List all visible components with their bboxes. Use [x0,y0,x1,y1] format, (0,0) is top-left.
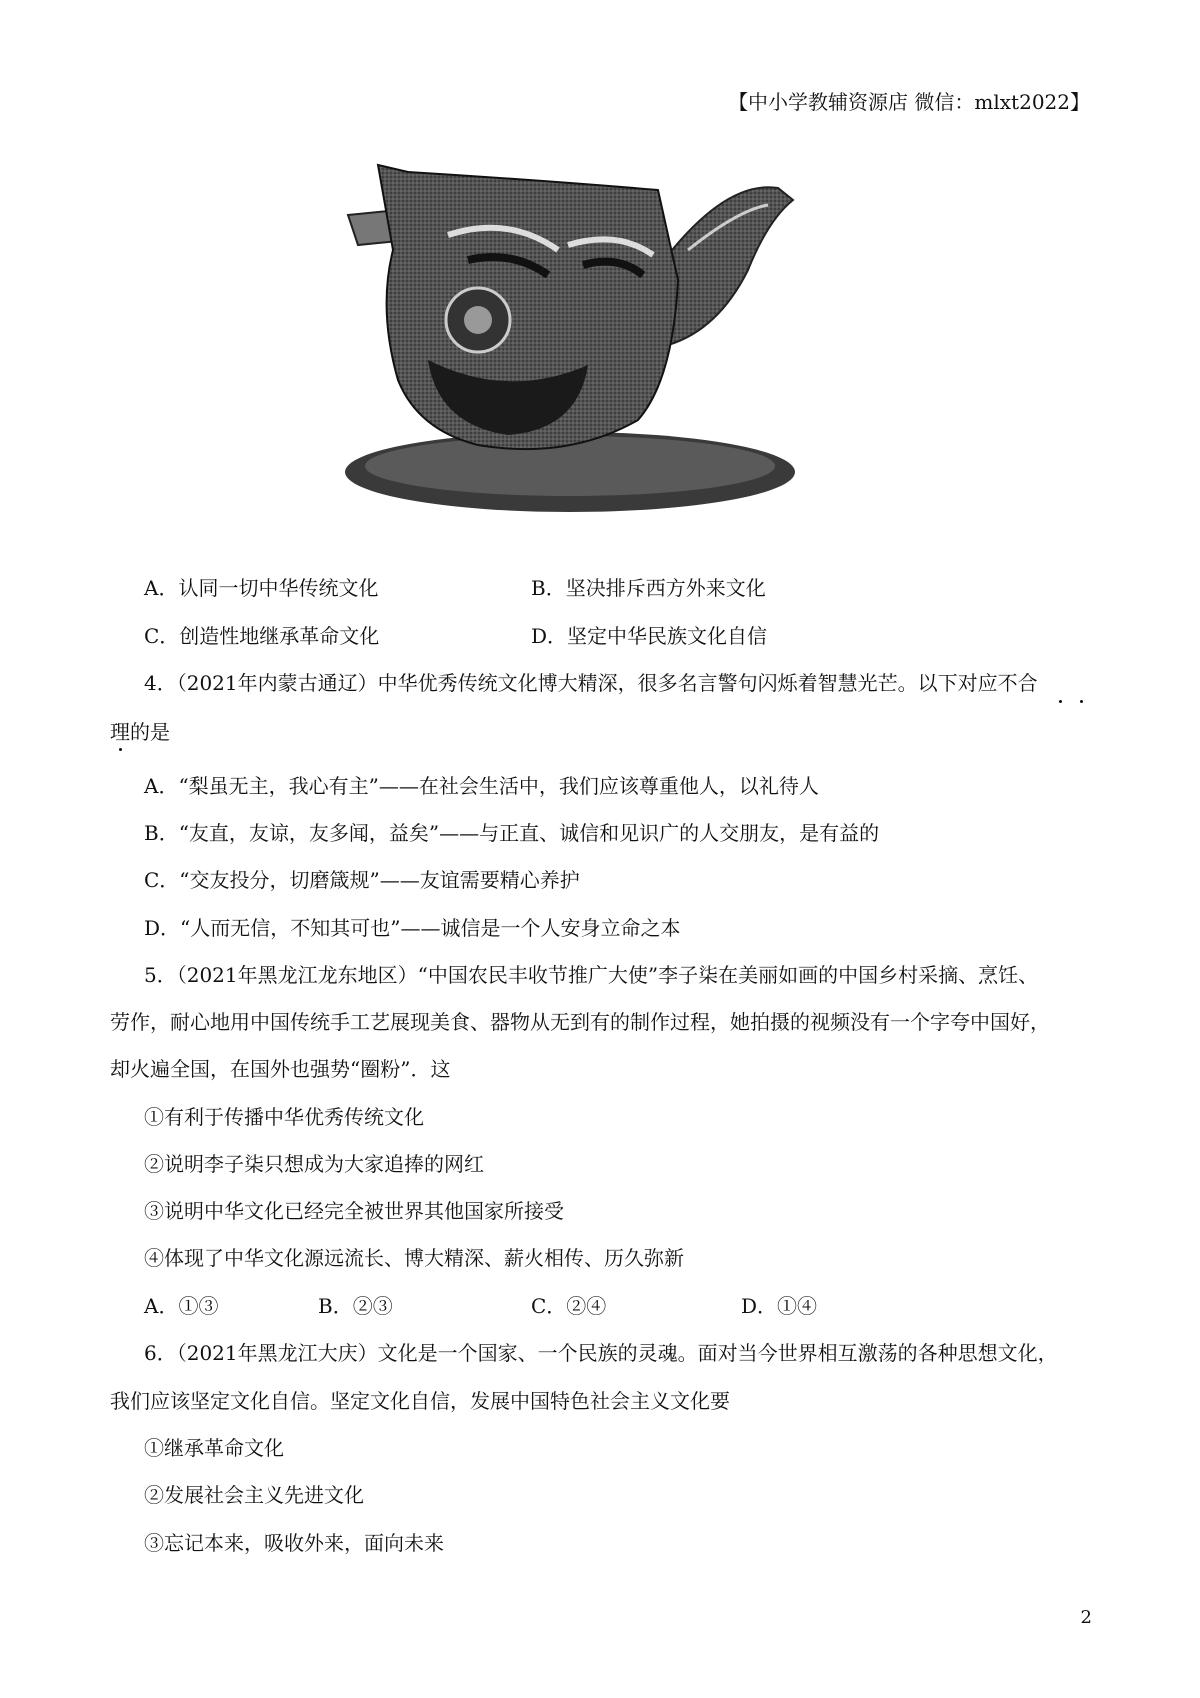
emphasis-dot [1080,700,1083,703]
emphasis-dot [1059,700,1062,703]
page-number: 2 [1080,1607,1092,1628]
q3-option-c: C．创造性地继承革命文化 [144,624,380,648]
q6-item-2: ②发展社会主义先进文化 [144,1483,364,1507]
q3-option-d: D．坚定中华民族文化自信 [531,624,768,648]
emphasis-dot [119,748,122,751]
q5-stem-line1: 5．（2021年黑龙江龙东地区）“中国农民丰收节推广大使”李子柒在美丽如画的中国乡村采摘、烹饪、 [144,963,1039,987]
q6-item-1: ①继承革命文化 [144,1436,284,1460]
q4-option-a: A．“梨虽无主，我心有主”——在社会生活中，我们应该尊重他人，以礼待人 [144,774,819,798]
page-header: 【中小学教辅资源店 微信：mlxt2022】 [728,90,1090,114]
q5-item-2: ②说明李子柒只想成为大家追捧的网红 [144,1152,484,1176]
q5-item-4: ④体现了中华文化源远流长、博大精深、薪火相传、历久弥新 [144,1246,684,1270]
q4-stem-line1: 4．（2021年内蒙古通辽）中华优秀传统文化博大精深，很多名言警句闪烁着智慧光芒。以下对应不合 [144,671,1038,695]
q4-option-b: B．“友直，友谅，友多闻，益矣”——与正直、诚信和见识广的人交朋友，是有益的 [144,821,880,845]
q3-option-a: A．认同一切中华传统文化 [144,576,379,600]
q4-option-c: C．“交友投分，切磨箴规”——友谊需要精心养护 [144,868,580,892]
q6-item-3: ③忘记本来，吸收外来，面向未来 [144,1531,444,1555]
q4-option-d: D．“人而无信，不知其可也”——诚信是一个人安身立命之本 [144,916,681,940]
q5-option-c: C．②④ [531,1294,607,1318]
q3-option-b: B．坚决排斥西方外来文化 [531,576,766,600]
bronze-mask-image [338,160,800,518]
q5-option-d: D．①④ [741,1294,818,1318]
q4-stem-line2: 理的是 [110,720,170,744]
q5-stem-line2: 劳作，耐心地用中国传统手工艺展现美食、器物从无到有的制作过程，她拍摄的视频没有一个字夸中国好， [110,1010,1050,1034]
q6-stem-line2: 我们应该坚定文化自信。坚定文化自信，发展中国特色社会主义文化要 [110,1389,730,1413]
q5-stem-line3: 却火遍全国，在国外也强势“圈粉”．这 [110,1057,451,1081]
q5-option-b: B．②③ [318,1294,393,1318]
q5-item-3: ③说明中华文化已经完全被世界其他国家所接受 [144,1199,564,1223]
q6-stem-line1: 6．（2021年黑龙江大庆）文化是一个国家、一个民族的灵魂。面对当今世界相互激荡的各种思想文化， [144,1341,1058,1365]
q5-option-a: A．①③ [144,1294,219,1318]
q5-item-1: ①有利于传播中华优秀传统文化 [144,1105,424,1129]
